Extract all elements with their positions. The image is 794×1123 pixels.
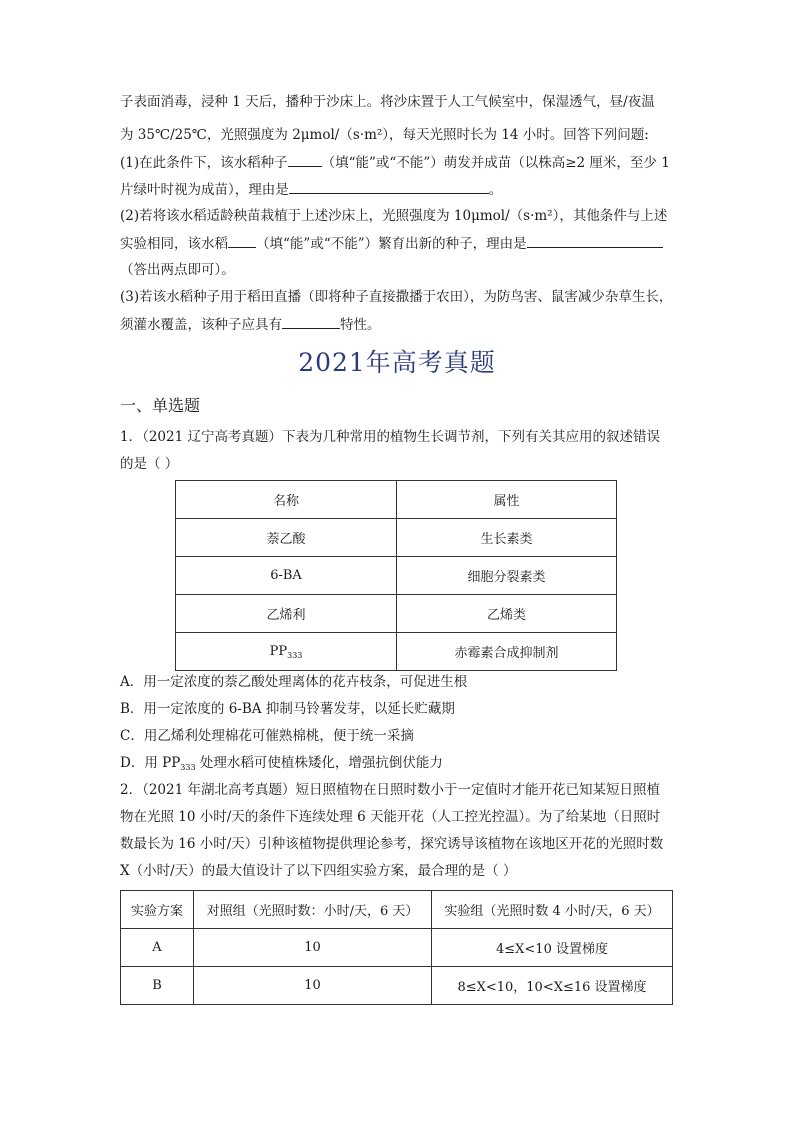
- intro-line-2: 为 35℃/25℃，光照强度为 2μmol/（s·m²），每天光照时长为 14 小时。回答下列问题:: [120, 127, 649, 143]
- q1-text-c: 片绿叶时视为成苗），理由是: [120, 182, 289, 198]
- question-1-line-1: [120, 153, 680, 172]
- q1-text-b: （填“能”或“不能”）萌发并成苗（以株高≥2 厘米，至少 1: [321, 155, 670, 171]
- answer-blank[interactable]: [289, 180, 489, 194]
- table-cell: 8≤X<10，10<X≤16 设置梯度: [432, 967, 673, 1005]
- question-2-line-1: (2)若将该水稻适龄秧苗栽植于上述沙床上，光照强度为 10μmol/（s·m²），其他条件与上述: [120, 208, 668, 224]
- q1-text-d: 。: [488, 182, 503, 198]
- table-row: [121, 929, 673, 967]
- q2-stem-line-3: 数最长为 16 小时/天）引种该植物提供理论参考，探究诱导该植物在该地区开花的光照时数: [120, 836, 664, 852]
- option-d-text-b: 处理水稻可使植株矮化，增强抗倒伏能力: [195, 755, 443, 771]
- q1-stem-line-2: 的是（ ）: [120, 456, 179, 472]
- table-row: [176, 557, 617, 595]
- question-3-line-2: [120, 315, 680, 334]
- table-cell: 10: [194, 929, 432, 967]
- q1-text-a: (1)在此条件下，该水稻种子: [120, 155, 288, 171]
- table-row: [176, 519, 617, 557]
- question-2-line-3: （答出两点即可）。: [120, 262, 235, 278]
- pp-label: PP: [269, 643, 288, 659]
- intro-line-1: 子表面消毒，浸种 1 天后，播种于沙床上。将沙床置于人工气候室中，保湿透气，昼/夜温: [120, 94, 655, 110]
- option-d-text-a: D．用 PP: [120, 755, 181, 771]
- table-row: [121, 967, 673, 1005]
- q3-text-b: 须灌水覆盖，该种子应具有: [120, 317, 282, 333]
- q1-stem-line-1: 1．（2021 辽宁高考真题）下表为几种常用的植物生长调节剂，下列有关其应用的叙述错误: [120, 429, 660, 445]
- question-2-line-2: [120, 234, 680, 253]
- table-cell: 乙烯类: [397, 595, 617, 633]
- table-header-cell: 名称: [176, 481, 397, 519]
- q2-text-c: （填“能”或“不能”）繁育出新的种子，理由是: [256, 236, 527, 252]
- option-d[interactable]: [120, 754, 443, 777]
- table-cell: 4≤X<10 设置梯度: [432, 929, 673, 967]
- table-row: [176, 595, 617, 633]
- answer-blank[interactable]: [288, 153, 322, 167]
- section-title: 2021年高考真题: [298, 348, 496, 377]
- table-cell: 细胞分裂素类: [397, 557, 617, 595]
- option-b[interactable]: B．用一定浓度的 6-BA 抑制马铃薯发芽，以延长贮藏期: [120, 701, 455, 717]
- answer-blank[interactable]: [228, 234, 256, 248]
- table-header-cell: 实验方案: [121, 891, 194, 929]
- table-cell: 6-BA: [176, 557, 397, 595]
- q2-stem-line-1: 2．（2021 年湖北高考真题）短日照植物在日照时数小于一定值时才能开花已知某短日照植: [120, 782, 660, 798]
- table-cell: 萘乙酸: [176, 519, 397, 557]
- table-header-cell: 对照组（光照时数：小时/天，6 天）: [194, 891, 432, 929]
- table-cell: 10: [194, 967, 432, 1005]
- table-header-row: [121, 891, 673, 929]
- option-d-subscript: 333: [180, 763, 196, 772]
- q2-stem-line-2: 物在光照 10 小时/天的条件下连续处理 6 天能开花（人工控光控温）。为了给某地（日照时: [120, 809, 661, 825]
- table-cell: 乙烯利: [176, 595, 397, 633]
- answer-blank[interactable]: [282, 315, 340, 329]
- option-c[interactable]: C．用乙烯利处理棉花可催熟棉桃，便于统一采摘: [120, 728, 414, 744]
- experiment-table: [120, 890, 673, 1005]
- question-3-line-1: (3)若该水稻种子用于稻田直播（即将种子直接撒播于农田），为防鸟害、鼠害减少杂草生长，: [120, 289, 673, 305]
- q2-stem-line-4: X（小时/天）的最大值设计了以下四组实验方案，最合理的是（ ）: [120, 863, 517, 879]
- table-cell: 赤霉素合成抑制剂: [397, 633, 617, 671]
- table-header-row: [176, 481, 617, 519]
- section-heading: 一、单选题: [120, 396, 201, 415]
- answer-blank[interactable]: [527, 234, 663, 248]
- table-header-cell: 实验组（光照时数 4 小时/天，6 天）: [432, 891, 673, 929]
- q2-text-b: 实验相同，该水稻: [120, 236, 228, 252]
- q3-text-c: 特性。: [340, 317, 381, 333]
- table-row: [176, 633, 617, 671]
- option-a[interactable]: A．用一定浓度的萘乙酸处理离体的花卉枝条，可促进生根: [120, 674, 468, 690]
- table-header-cell: 属性: [397, 481, 617, 519]
- table-cell: [176, 633, 397, 671]
- table-cell: B: [121, 967, 194, 1005]
- pp-subscript: 333: [287, 650, 303, 660]
- table-cell: 生长素类: [397, 519, 617, 557]
- table-cell: A: [121, 929, 194, 967]
- regulator-table: [175, 480, 617, 671]
- question-1-line-2: [120, 180, 680, 199]
